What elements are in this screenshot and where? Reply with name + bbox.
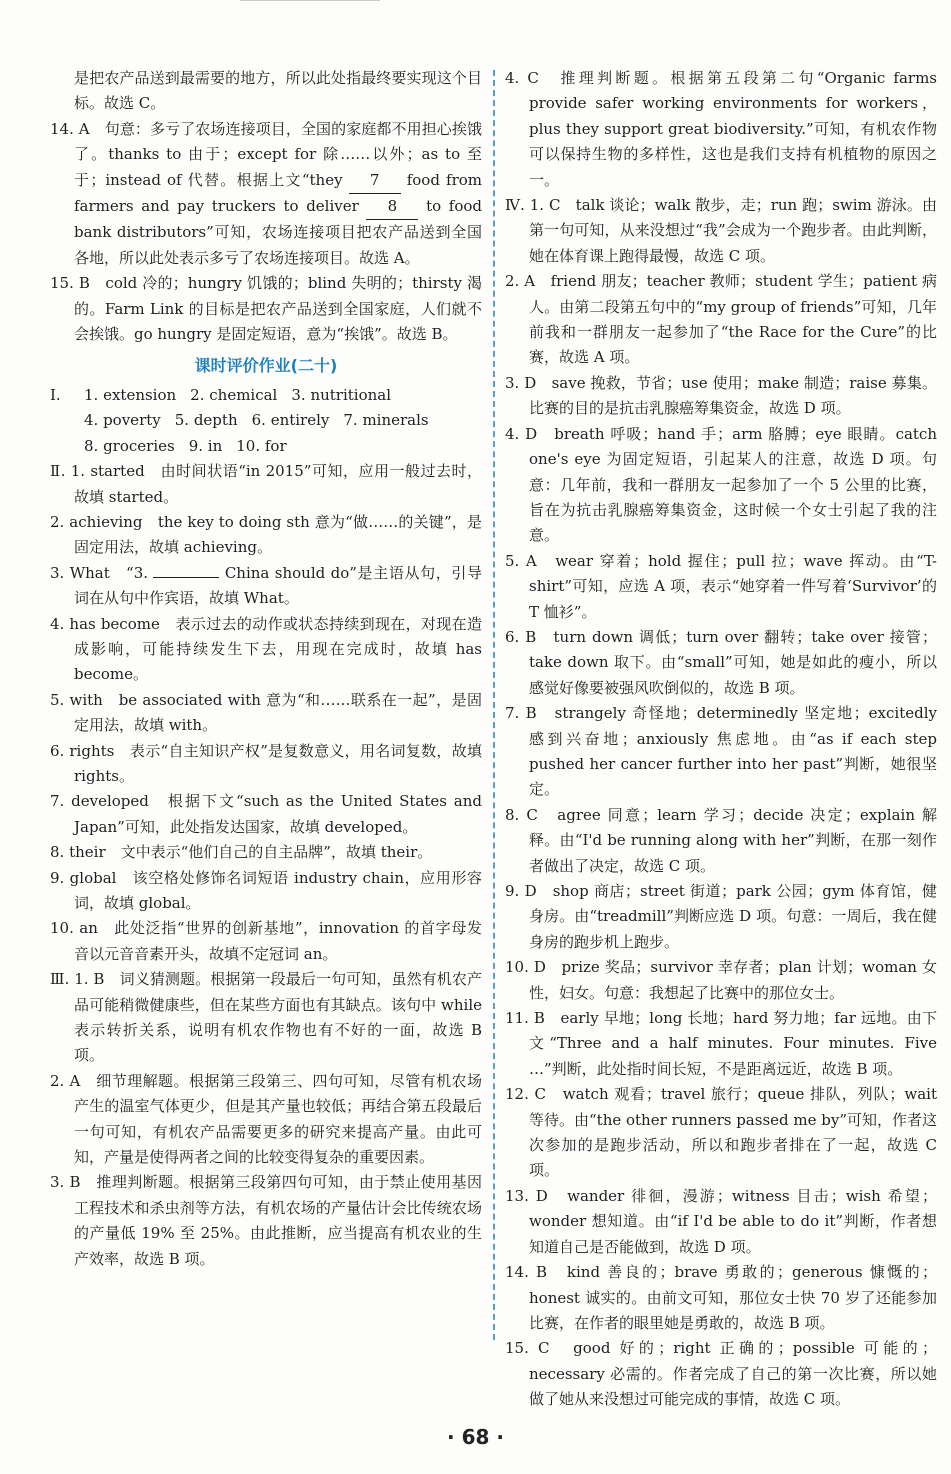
section-2-item-10: 10. an 此处泛指“世界的创新基地”，innovation 的首字母发音以元音音素开头，故填不定冠词 an。 <box>50 919 482 963</box>
section-4-item-1: Ⅳ. 1. C talk 谈论；walk 散步，走；run 跑；swim 游泳。由第一句可知，从来没想过“我”会成为一个跑步者。由此判断，她在体育课上跑得最慢，故选 C 项。 <box>505 196 937 265</box>
section-4-item-11: 11. B early 早地；long 长地；hard 努力地；far 远地。由下文“Three and a half minutes. Four minutes. Five …”判断，此处指时间长短，不是距离远近，故选 B 项。 <box>505 1009 937 1078</box>
section-4-item-7: 7. B strangely 奇怪地；determinedly 坚定地；excitedly 感到兴奋地；anxiously 焦虑地。由“as if each step pushed her cancer further into her past”判断，她很坚定。 <box>505 704 937 799</box>
section-2-item-1: Ⅱ. 1. started 由时间状语“in 2015”可知，应用一般过去时，故填 started。 <box>50 462 482 506</box>
section-2-item-5: 5. with be associated with 意为“和……联系在一起”，是固定用法，故填 with。 <box>50 690 482 735</box>
vocab-item: 5. depth <box>174 411 238 430</box>
section-4-item-9: 9. D shop 商店；street 街道；park 公园；gym 体育馆，健身房。由“treadmill”判断应选 D 项。句意：一周后，我在健身房的跑步机上跑步。 <box>505 882 937 951</box>
answer-14-text-c: to food bank distributors”可知，农场连接项目把农产品送到全国各地，所以此处表示多亏了农场连接项目。故选 A。 <box>74 197 483 267</box>
section-2-item-3 <box>50 561 482 612</box>
section-2-item-9: 9. global 该空格处修饰名词短语 industry chain，应用形容词，故填 global。 <box>50 868 482 912</box>
section-1-row-3 <box>50 434 482 459</box>
vocab-item: 4. poverty <box>84 411 161 430</box>
section-1-row-1 <box>50 383 482 408</box>
section-4-item-13: 13. D wander 徘徊，漫游；witness 目击；wish 希望；wonder 想知道。由“if I'd be able to do it”判断，作者想知道自己是否能做到，故选 D 项。 <box>505 1186 937 1256</box>
vocab-item: 9. in <box>188 436 223 455</box>
answer-14 <box>50 117 482 271</box>
blank-7: 7 <box>349 168 401 194</box>
answer-14-text-b: food from farmers and pay truckers to deliver <box>74 170 482 216</box>
section-2-blank <box>153 577 219 578</box>
vocab-item: 1. extension <box>84 385 177 404</box>
section-2-item-4: 4. has become 表示过去的动作或状态持续到现在，对现在造成影响，可能持续发生下去，用现在完成时，故填 has become。 <box>50 614 482 684</box>
section-4-item-3: 3. D save 挽救，节省；use 使用；make 制造；raise 募集。比赛的目的是抗击乳腺癌筹集资金，故选 D 项。 <box>505 373 937 418</box>
vocab-item: 6. entirely <box>251 411 330 430</box>
section-2-item-2: 2. achieving the key to doing sth 意为“做……的关键”，是固定用法，故填 achieving。 <box>50 512 482 557</box>
section-2-item-3-text-b: China should do”是主语从句，引导词在从句中作宾语，故填 What。 <box>74 563 482 608</box>
section-2-item-7: 7. developed 根据下文“such as the United States and Japan”可知，此处指发达国家，故填 developed。 <box>50 792 482 836</box>
section-4-item-15: 15. C good 好的；right 正确的；possible 可能的；necessary 必需的。作者完成了自己的第一次比赛，所以她做了她从来没想过可能完成的事情，故选 C 项。 <box>505 1339 937 1409</box>
blank-8: 8 <box>366 194 418 220</box>
section-1-label: Ⅰ. <box>50 385 61 404</box>
answer-14-text-a: 14. A 句意：多亏了农场连接项目，全国的家庭都不用担心挨饿了。thanks to 由于；except for 除……以外；as to 至于；instead of 代替。根据上文“they <box>50 119 482 189</box>
page-number: · 68 · <box>447 1425 504 1449</box>
right-column <box>505 66 937 1413</box>
section-4-item-10: 10. D prize 奖品；survivor 幸存者；plan 计划；woman 女性，妇女。句意：我想起了比赛中的那位女士。 <box>505 958 937 1002</box>
column-divider <box>493 70 495 1340</box>
section-4-item-2: 2. A friend 朋友；teacher 教师；student 学生；patient 病人。由第二段第五句中的“my group of friends”可知，几年前我和一群朋友一起参加了“the Race for the Cure”的比赛，故选 A 项。 <box>505 272 937 367</box>
left-column <box>50 66 482 1272</box>
section-3-item-2: 2. A 细节理解题。根据第三段第三、四句可知，尽管有机农场产生的温室气体更少，但是其产量也较低；再结合第五段最后一句可知，有机农产品需要更多的研究来提高产量。由此可知，产量是使得两者之间的比较变得复杂的重要因素。 <box>50 1071 482 1167</box>
section-2-item-3-text-a: 3. What “3. <box>50 563 154 582</box>
continued-answer: 是把农产品送到最需要的地方，所以此处指最终要实现这个目标。故选 C。 <box>74 69 482 113</box>
vocab-item: 3. nutritional <box>291 385 392 404</box>
section-4-item-6: 6. B turn down 调低；turn over 翻转；take over 接管；take down 取下。由“small”可知，她是如此的瘦小，所以感觉好像要被强风吹倒似的，故选 B 项。 <box>505 627 937 697</box>
section-4-item-5: 5. A wear 穿着；hold 握住；pull 拉；wave 挥动。由“T-shirt”可知，应选 A 项，表示“她穿着一件写着‘Survivor’的 T 恤衫”。 <box>505 551 937 621</box>
top-decoration <box>240 0 380 5</box>
section-1-row-2 <box>50 408 482 433</box>
section-3-item-3: 3. B 推理判断题。根据第三段第四句可知，由于禁止使用基因工程技术和杀虫剂等方法，有机农场的产量估计会比传统农场的产量低 19% 至 25%。由此推断，应当提高有机农业的生产效率，故选 B 项。 <box>50 1173 482 1268</box>
vocab-item: 8. groceries <box>84 436 175 455</box>
section-2-item-8: 8. their 文中表示“他们自己的自主品牌”，故填 their。 <box>50 843 433 862</box>
section-3-item-1: Ⅲ. 1. B 词义猜测题。根据第一段最后一句可知，虽然有机农产品可能稍微健康些，但在某些方面也有其缺点。该句中 while 表示转折关系，说明有机农作物也有不好的一面，故选 B 项。 <box>50 970 482 1065</box>
vocab-item: 10. for <box>236 436 287 455</box>
section-3-item-4: 4. C 推理判断题。根据第五段第二句“Organic farms provide safer working environments for workers，plus they support great biodiversity.”可知，有机农作物可以保持生物的多样性，这也是我们支持有机植物的原因之一。 <box>505 69 937 189</box>
vocab-item: 7. minerals <box>343 411 429 430</box>
section-4-item-14: 14. B kind 善良的；brave 勇敢的；generous 慷慨的；honest 诚实的。由前文可知，那位女士快 70 岁了还能参加比赛，在作者的眼里她是勇敢的，故选 B 项。 <box>505 1263 937 1332</box>
section-2-item-6: 6. rights 表示“自主知识产权”是复数意义，用名词复数，故填 rights。 <box>50 741 482 785</box>
section-4-item-8: 8. C agree 同意；learn 学习；decide 决定；explain 解释。由“I'd be running along with her”判断，在那一刻作者做出了决定，故选 C 项。 <box>505 805 937 875</box>
section-title: 课时评价作业(二十) <box>194 356 338 376</box>
section-1 <box>50 383 482 459</box>
section-4-item-12: 12. C watch 观看；travel 旅行；queue 排队，列队；wait 等待。由“the other runners passed me by”可知，作者这次参加的是跑步活动，所以和跑步者排在了一起，故选 C 项。 <box>505 1085 938 1180</box>
vocab-item: 2. chemical <box>190 385 278 404</box>
answer-15: 15. B cold 冷的；hungry 饥饿的；blind 失明的；thirsty 渴的。Farm Link 的目标是把农产品送到全国家庭，人们就不会挨饿。go hungry 是固定短语，意为“挨饿”。故选 B。 <box>50 274 482 344</box>
section-4-item-4: 4. D breath 呼吸；hand 手；arm 胳膊；eye 眼睛。catch one's eye 为固定短语，引起某人的注意，故选 D 项。句意：几年前，我和一群朋友一起参加了一个 5 公里的比赛，旨在为抗击乳腺癌筹集资金，这时候一个女士引起了我的注意。 <box>505 424 937 545</box>
